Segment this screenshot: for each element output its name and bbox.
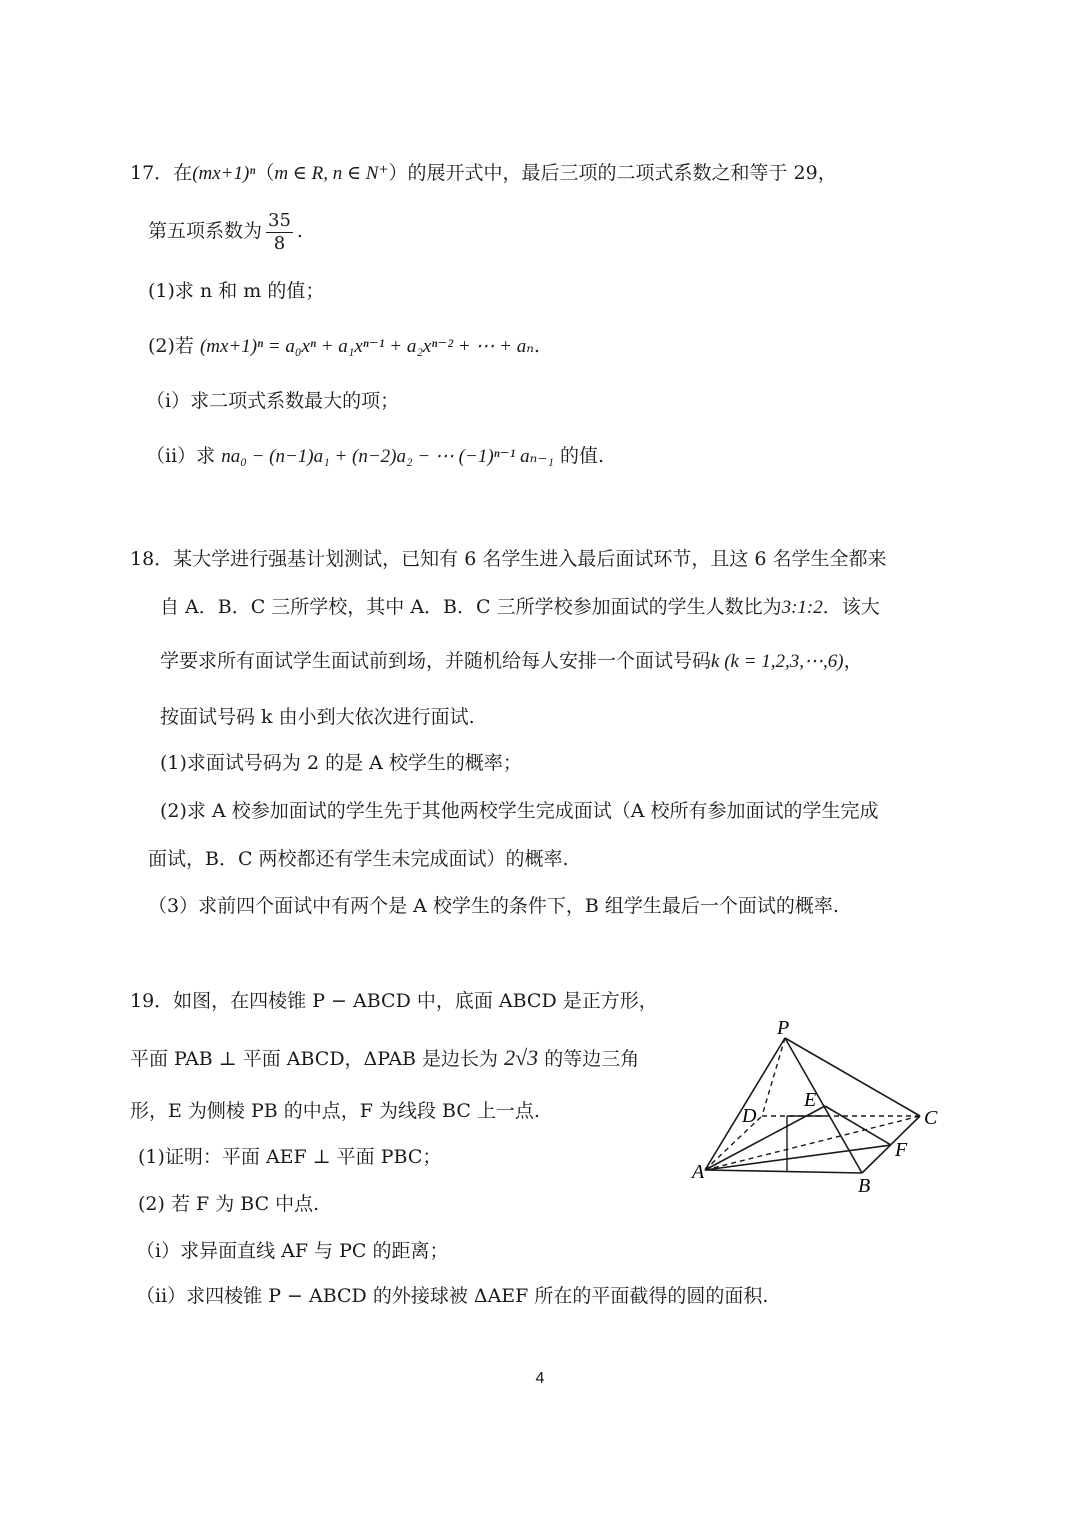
q17-line-2 bbox=[148, 210, 303, 254]
segment-AF bbox=[705, 1145, 891, 1170]
q18-line-2 bbox=[160, 596, 880, 620]
q18-line-3 bbox=[160, 650, 863, 674]
q17-period: . bbox=[296, 220, 303, 243]
q19-side-length: 2√3 bbox=[504, 1045, 539, 1070]
label-D: D bbox=[742, 1105, 757, 1127]
q19-line-1: 19．如图，在四棱锥 P − ABCD 中，底面 ABCD 是正方形， bbox=[130, 990, 658, 1012]
q17-stem-text: ）的展开式中，最后三项的二项式系数之和等于 29， bbox=[388, 162, 837, 184]
q19-part-1: (1)证明：平面 AEF ⊥ 平面 PBC； bbox=[138, 1146, 442, 1168]
q18-arrange-text: 学要求所有面试学生面试前到场，并随机给每人安排一个面试号码 bbox=[160, 650, 712, 672]
edge-AB bbox=[705, 1170, 862, 1173]
q17-condition: m ∈ R, n ∈ N⁺ bbox=[274, 163, 389, 184]
q18-line-3-tail: ， bbox=[843, 650, 863, 672]
q18-schools-text: 自 A．B．C 三所学校，其中 A．B．C 三所学校参加面试的学生人数比为 bbox=[160, 596, 782, 618]
q18-ratio: 3:1:2 bbox=[781, 597, 823, 618]
q19-part-ii: （ii）求四棱锥 P − ABCD 的外接球被 ΔAEF 所在的平面截得的圆的面积. bbox=[136, 1285, 769, 1307]
q18-line-2-tail: ．该大 bbox=[822, 596, 880, 618]
q19-part-i: （i）求异面直线 AF 与 PC 的距离； bbox=[136, 1240, 449, 1262]
q17-fifth-term-text: 第五项系数为 bbox=[148, 220, 263, 243]
q19-line-3: 形，E 为侧棱 PB 的中点，F 为线段 BC 上一点. bbox=[130, 1100, 540, 1122]
label-A: A bbox=[692, 1161, 705, 1183]
q17-part-ii bbox=[146, 445, 604, 469]
edge-PB bbox=[785, 1038, 862, 1173]
q17-number-text: 17．在 bbox=[130, 162, 193, 184]
edge-PD bbox=[762, 1038, 785, 1116]
edge-PA bbox=[705, 1038, 785, 1170]
q17-fraction bbox=[266, 210, 293, 254]
q19-part-2: (2) 若 F 为 BC 中点. bbox=[138, 1193, 320, 1215]
pyramid-figure bbox=[680, 1010, 960, 1210]
q18-k-range: k (k = 1,2,3,⋯,6) bbox=[711, 651, 844, 672]
q17-part-2-label: (2)若 bbox=[148, 335, 194, 357]
q17-fraction-numerator: 35 bbox=[268, 210, 291, 231]
q19-plane-text: 平面 PAB ⊥ 平面 ABCD，ΔPAB 是边长为 bbox=[130, 1048, 499, 1070]
q17-part-ii-label: （ii）求 bbox=[146, 445, 216, 467]
q17-part-2-period: . bbox=[533, 335, 540, 357]
q18-line-1: 18．某大学进行强基计划测试，已知有 6 名学生进入最后面试环节，且这 6 名学生全都来 bbox=[130, 548, 887, 570]
q18-part-3: （3）求前四个面试中有两个是 A 校学生的条件下，B 组学生最后一个面试的概率. bbox=[148, 895, 839, 917]
q17-part-ii-tail: 的值. bbox=[560, 445, 605, 467]
q17-paren-open: （ bbox=[255, 162, 275, 184]
label-B: B bbox=[858, 1175, 871, 1197]
q17-part-2 bbox=[148, 335, 540, 359]
label-C: C bbox=[924, 1107, 938, 1129]
label-F: F bbox=[895, 1139, 908, 1161]
page-number: 4 bbox=[535, 1370, 545, 1387]
q18-part-2-line-2: 面试，B．C 两校都还有学生未完成面试）的概率. bbox=[148, 848, 569, 870]
q17-line-1 bbox=[130, 162, 837, 186]
q18-part-2-line-1: (2)求 A 校参加面试的学生先于其他两校学生完成面试（A 校所有参加面试的学生完成 bbox=[160, 800, 879, 822]
label-P: P bbox=[777, 1017, 790, 1039]
q17-fraction-denominator: 8 bbox=[273, 232, 286, 254]
q17-part-1: (1)求 n 和 m 的值； bbox=[148, 280, 325, 302]
q19-line-2-tail: 的等边三角 bbox=[544, 1048, 640, 1070]
q17-part-i: （i）求二项式系数最大的项； bbox=[146, 390, 400, 412]
label-E: E bbox=[804, 1089, 817, 1111]
q17-sum-expr: na₀ − (n−1)a₁ + (n−2)a₂ − ⋯ (−1)ⁿ⁻¹ aₙ₋₁ bbox=[221, 446, 554, 467]
q17-binomial-expr: (mx+1)ⁿ bbox=[192, 163, 256, 184]
q17-expansion-expr: (mx+1)ⁿ = a₀xⁿ + a₁xⁿ⁻¹ + a₂xⁿ⁻² + ⋯ + aₙ bbox=[199, 336, 534, 357]
q19-line-2 bbox=[130, 1045, 639, 1071]
q18-part-1: (1)求面试号码为 2 的是 A 校学生的概率； bbox=[160, 752, 522, 774]
q18-line-4: 按面试号码 k 由小到大依次进行面试. bbox=[160, 706, 475, 728]
